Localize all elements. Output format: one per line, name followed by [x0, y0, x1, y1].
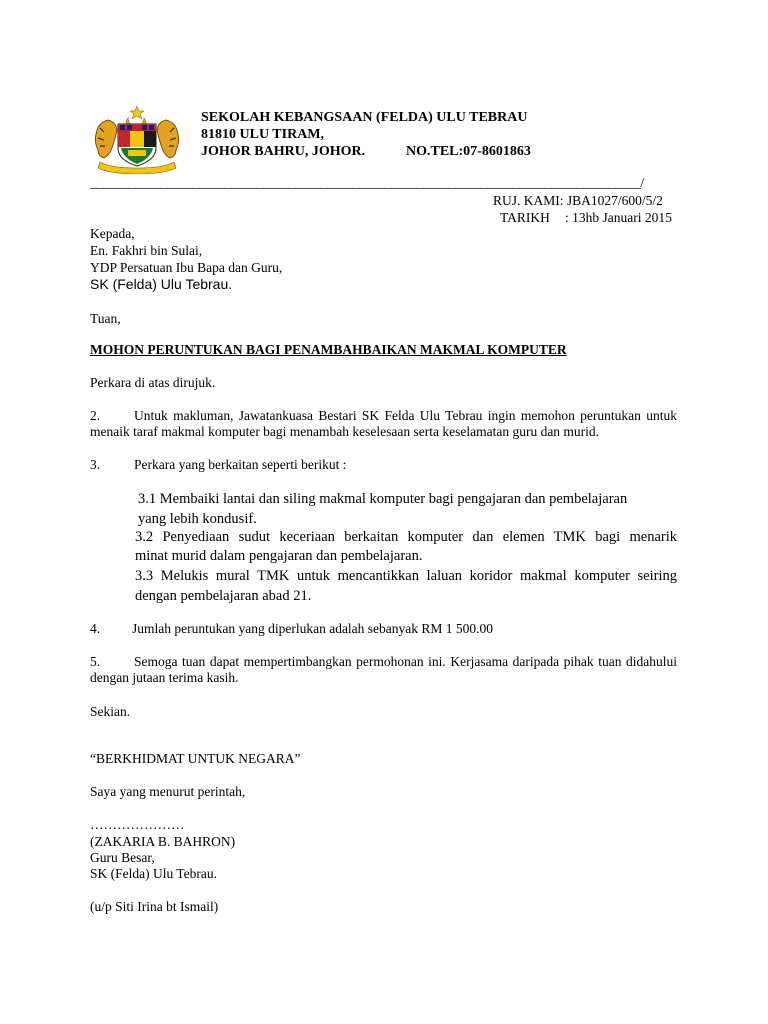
closing-menurut: Saya yang menurut perintah,: [90, 784, 246, 799]
closing-motto: “BERKHIDMAT UNTUK NEGARA”: [90, 751, 301, 766]
closing-sekian: Sekian.: [90, 704, 131, 719]
list-item-3-3-cont: dengan pembelajaran abad 21.: [135, 588, 312, 604]
reference-value: JBA1027/600/5/2: [566, 193, 663, 208]
malaysia-coat-of-arms-icon: [88, 104, 186, 174]
header-divider: ______________________________________________________________________________________/: [90, 176, 644, 191]
paragraph-2-number: 2.: [90, 408, 101, 423]
address-line-2: JOHOR BAHRU, JOHOR.: [201, 144, 366, 159]
recipient-position: YDP Persatuan Ibu Bapa dan Guru,: [90, 260, 283, 275]
signature-dots: …………………: [90, 817, 185, 832]
recipient-school: SK (Felda) Ulu Tebrau.: [90, 276, 233, 292]
on-behalf-note: (u/p Siti Irina bt Ismail): [90, 899, 219, 914]
recipient-name: En. Fakhri bin Sulai,: [90, 243, 203, 258]
paragraph-4-text: Jumlah peruntukan yang diperlukan adalah sebanyak RM 1 500.00: [132, 621, 494, 636]
list-item-3-2-cont: minat murid dalam pengajaran dan pembelajaran.: [135, 548, 423, 564]
paragraph-4-number: 4.: [90, 621, 101, 636]
list-item-3-3: 3.3 Melukis mural TMK untuk mencantikkan laluan koridor makmal komputer seiring: [135, 568, 677, 584]
paragraph-3-number: 3.: [90, 457, 101, 472]
list-item-3-1-cont: yang lebih kondusif.: [138, 511, 257, 527]
paragraph-5-number: 5.: [90, 654, 101, 669]
paragraph-1: Perkara di atas dirujuk.: [90, 375, 216, 390]
recipient-kepada: Kepada,: [90, 226, 135, 241]
list-item-3-2: 3.2 Penyediaan sudut keceriaan berkaitan komputer dan elemen TMK bagi menarik: [135, 529, 677, 545]
date-label: TARIKH: [500, 210, 550, 225]
signatory-name: (ZAKARIA B. BAHRON): [90, 834, 236, 849]
list-item-3-1: 3.1 Membaiki lantai dan siling makmal komputer bagi pengajaran dan pembelajaran: [138, 491, 628, 507]
address-line-1: 81810 ULU TIRAM,: [201, 127, 325, 142]
salutation: Tuan,: [90, 311, 121, 326]
paragraph-2-text: Untuk makluman, Jawatankuasa Bestari SK Felda Ulu Tebrau ingin memohon peruntukan untuk menaik taraf makmal komputer bagi menambah keselesaan serta keselamatan guru dan murid.: [90, 408, 677, 439]
reference-label: RUJ. KAMI:: [493, 193, 564, 208]
signatory-title: Guru Besar,: [90, 850, 155, 865]
reference-line: [493, 193, 663, 209]
date-value: : 13hb Januari 2015: [565, 210, 672, 225]
signatory-school: SK (Felda) Ulu Tebrau.: [90, 866, 218, 881]
subject-heading: MOHON PERUNTUKAN BAGI PENAMBAHBAIKAN MAKMAL KOMPUTER: [90, 342, 567, 357]
paragraph-5-text: Semoga tuan dapat mempertimbangkan permohonan ini. Kerjasama daripada pihak tuan didahului dengan jutaan terima kasih.: [90, 654, 677, 685]
school-name: SEKOLAH KEBANGSAAN (FELDA) ULU TEBRAU: [201, 110, 528, 125]
paragraph-3-text: Perkara yang berkaitan seperti berikut :: [134, 457, 347, 472]
phone-number: NO.TEL:07-8601863: [406, 144, 531, 159]
